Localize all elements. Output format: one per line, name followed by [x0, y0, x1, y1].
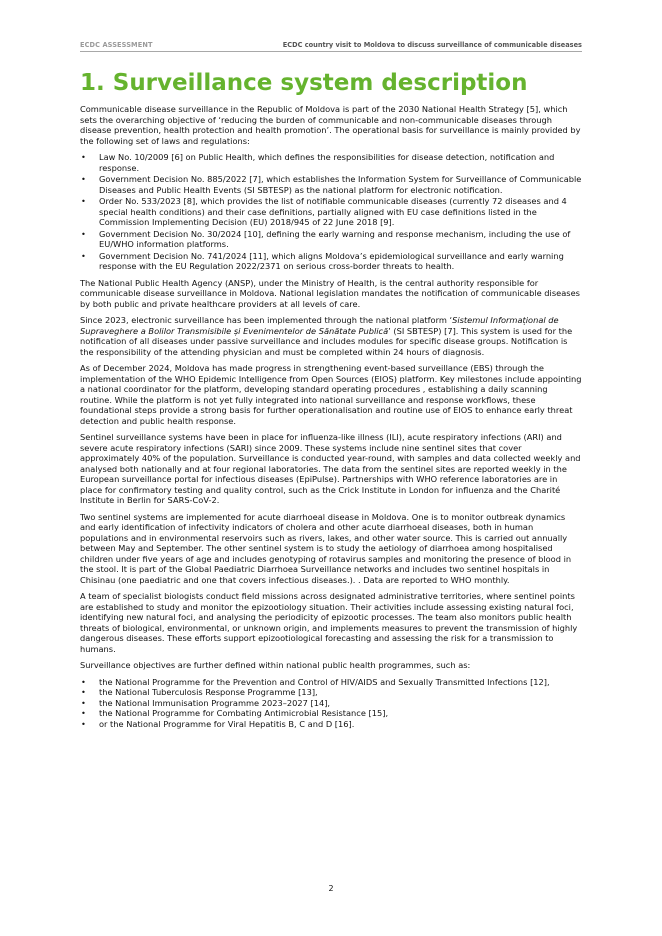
header-rule: [80, 51, 582, 52]
list-item: • Law No. 10/2009 [6] on Public Health, which defines the responsibilities for disease detection, notification and response.: [80, 152, 582, 173]
programmes-list: [80, 677, 582, 730]
list-item: • Order No. 533/2023 [8], which provides the list of notifiable communicable diseases (currently 72 diseases and 4 special health conditions) and their case definitions, partially aligned with EU case definitions listed in the Commission Implementing Decision (EU) 2018/945 of 22 June 2018 [9].: [80, 196, 582, 228]
section-title: 1. Surveillance system description: [80, 70, 528, 96]
paragraph-biologists: A team of specialist biologists conduct field missions across designated administrative territories, where sentinel points are established to study and monitor the epizootiology situation. Their activities include assessing existing natural foci, identifying new natural foci, and analysing the periodicity of epizootic processes. The team also monitors public health threats of biological, environmental, or unknown origin, and implements measures to prevent the transmission of highly dangerous diseases. These efforts support epizootiological forecasting and assessing the risk for a transmission to humans.: [80, 591, 578, 654]
list-item: • or the National Programme for Viral Hepatitis B, C and D [16].: [80, 719, 582, 730]
laws-list: [80, 152, 582, 272]
paragraph-sentinel: Sentinel surveillance systems have been in place for influenza-like illness (ILI), acute respiratory infections (ARI) and severe acute respiratory infections (SARI) since 2009. These systems include nine sentinel sites that cover approximately 40% of the population. Surveillance is conducted year-round, with samples and data collected weekly and analysed both nationally and at four regional laboratories. The data from the sentinel sites are reported weekly in the European surveillance portal for infectious diseases (EpiPulse). Partnerships with WHO reference laboratories are in place for confirmatory testing and quality control, such as the Crick Institute in London for influenza and the Charité Institute in Berlin for SARS-CoV-2.: [80, 432, 581, 505]
paragraph-intro: Communicable disease surveillance in the Republic of Moldova is part of the 2030 National Health Strategy [5], which sets the overarching objective of ‘reducing the burden of communicable and non-communicable diseases through disease prevention, health protection and health promotion’. The operational basis for surveillance is mainly provided by the following set of laws and regulations:: [80, 104, 581, 146]
page-number: 2: [328, 884, 334, 893]
list-item: • Government Decision No. 30/2024 [10], defining the early warning and response mechanism, including the use of EU/WHO information platforms.: [80, 229, 582, 250]
list-item: • Government Decision No. 885/2022 [7], which establishes the Information System for Surveillance of Communicable Diseases and Public Health Events (SI SBTESP) as the national platform for electronic notification.: [80, 174, 582, 195]
platform-name: Sistemul Informațional de Supraveghere a Bolilor Transmisibile și Evenimentelor de Sănătate Publică: [80, 315, 559, 336]
body-text: [80, 104, 582, 735]
paragraph-ebs: As of December 2024, Moldova has made progress in strengthening event-based surveillance (EBS) through the implementation of the WHO Epidemic Intelligence from Open Sources (EIOS) platform. Key milestones include appointing a national coordinator for the platform, developing standard operating procedures , establishing a daily scanning routine. While the platform is not yet fully integrated into national surveillance and response workflows, these foundational steps provide a strong basis for further operationalisation and routine use of EIOS to enhance early threat detection and public health response.: [80, 363, 582, 426]
paragraph-objectives: Surveillance objectives are further defined within national public health programmes, such as:: [80, 660, 471, 670]
list-item: • the National Immunisation Programme 2023–2027 [14],: [80, 698, 582, 709]
paragraph-diarrhoea: Two sentinel systems are implemented for acute diarrhoeal disease in Moldova. One is to monitor outbreak dynamics and early identification of infectivity indicators of cholera and other acute diarrhoeal diseases, both in human populations and in environmental reservoirs such as rivers, lakes, and other water source. This is carried out annually between May and September. The other sentinel system is to study the aetiology of diarrhoea among hospitalised children under five years of age and includes genotyping of rotavirus samples and monitoring the presence of blood in the stool. It is part of the Global Paediatric Diarrhoea Surveillance networks and includes two sentinel hospitals in Chisinau (one paediatric and one that covers infectious diseases.). . Data are reported to WHO monthly.: [80, 511, 572, 585]
list-item: • Government Decision No. 741/2024 [11], which aligns Moldova’s epidemiological surveillance and early warning response with the EU Regulation 2022/2371 on serious cross-border threats to health.: [80, 251, 582, 272]
paragraph-text: Since 2023, electronic surveillance has been implemented through the national platform ‘: [80, 315, 453, 325]
paragraph-electronic-surveillance: [80, 315, 582, 357]
paragraph-text: ’ (SI SBTESP) [7]. This system is used for the notification of all diseases under passive surveillance and includes modules for specific disease groups. Notification is the responsibility of the attending physician and must be completed within 24 hours of diagnosis.: [80, 325, 573, 357]
running-header-right: ECDC country visit to Moldova to discuss surveillance of communicable diseases: [282, 41, 582, 49]
list-item: • the National Programme for Combating Antimicrobial Resistance [15],: [80, 708, 582, 719]
list-item: • the National Programme for the Prevention and Control of HIV/AIDS and Sexually Transmitted Infections [12],: [80, 677, 582, 688]
running-header-left: ECDC ASSESSMENT: [80, 41, 153, 49]
list-item: • the National Tuberculosis Response Programme [13],: [80, 687, 582, 698]
paragraph-ansp: The National Public Health Agency (ANSP), under the Ministry of Health, is the central authority responsible for communicable disease surveillance in Moldova. National legislation mandates the notification of communicable diseases by both public and private healthcare providers at all levels of care.: [80, 277, 580, 309]
